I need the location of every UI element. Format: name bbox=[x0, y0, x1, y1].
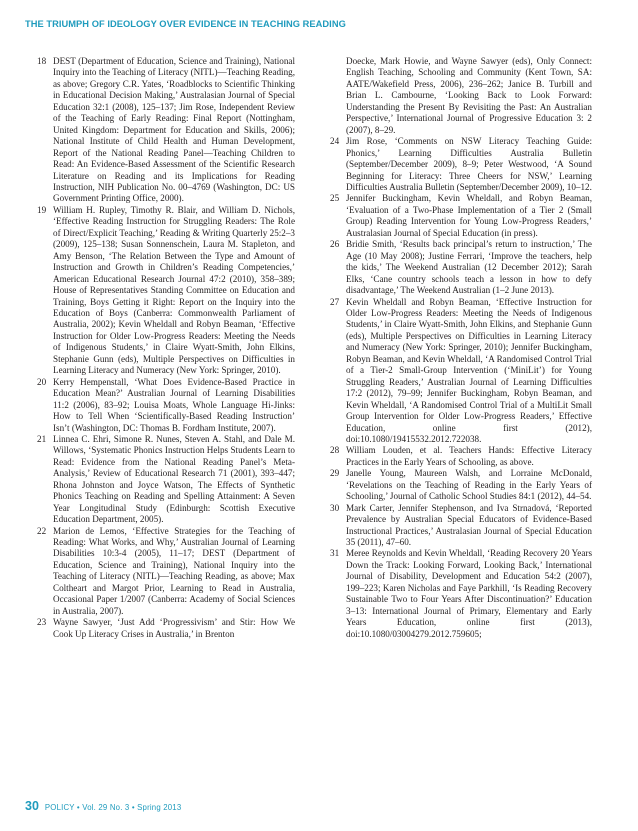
footnote-text: Jennifer Buckingham, Kevin Wheldall, and Robyn Beaman, ‘Evaluation of a Two-Phase Implementation of a Tier 2 (Small Group) Reading Intervention for Young Low-Progress Readers,’ Australasian Journal of Special Education (in press). bbox=[346, 193, 592, 238]
footnote-number: 25 bbox=[330, 193, 340, 204]
footnote-text: Doecke, Mark Howie, and Wayne Sawyer (eds), Only Connect: English Teaching, Schooling and Community (Kent Town, SA: AATE/Wakefield Press, 2006), 236–262; Janice B. Turbill and Brian L. Cambourne, ‘Looking Back to Look Forward: Understanding the Present By Revisiting the Past: An Australian Perspective,’ International Journal of Progressive Education 3: 2 (2007), 8–29. bbox=[346, 56, 592, 135]
footnote-23 bbox=[37, 617, 295, 640]
page-number: 30 bbox=[25, 799, 39, 813]
footnote-18 bbox=[37, 56, 295, 205]
footnote-30 bbox=[330, 503, 592, 549]
footnote-24 bbox=[330, 136, 592, 193]
footnote-text: Linnea C. Ehri, Simone R. Nunes, Steven A. Stahl, and Dale M. Willows, ‘Systematic Phonics Instruction Helps Students Learn to Read: Evidence from the National Reading Panel’s Meta-Analysis,’ Review of Educational Research 71 (2001), 393–447; Rhona Johnston and Joyce Watson, The Effects of Synthetic Phonics Teaching on Reading and Spelling Attainment: A Seven Year Longitudinal Study (Edinburgh: Scottish Executive Education Department, 2005). bbox=[53, 433, 295, 525]
footnote-26 bbox=[330, 239, 592, 296]
footnote-text: Kerry Hempenstall, ‘What Does Evidence-Based Practice in Education Mean?’ Australian Journal of Learning Disabilities 11:2 (2006), 83–92; Louisa Moats, Whole Language Hi-Jinks: How to Tell When ‘Scientifically-Based Reading Instruction’ Isn’t (Washington, DC: Thomas B. Fordham Institute, 2007). bbox=[53, 376, 295, 433]
footnote-number: 30 bbox=[330, 502, 340, 513]
footnote-21 bbox=[37, 434, 295, 526]
footnote-28 bbox=[330, 445, 592, 468]
footnote-19 bbox=[37, 205, 295, 377]
running-head-title: THE TRIUMPH OF IDEOLOGY OVER EVIDENCE IN TEACHING READING bbox=[25, 19, 346, 29]
footnote-number: 19 bbox=[37, 204, 47, 215]
footnote-number: 24 bbox=[330, 136, 340, 147]
footnote-text: Bridie Smith, ‘Results back principal’s return to instruction,’ The Age (10 May 2008); Justine Ferrari, ‘Improve the teachers, help the kids,’ The Weekend Australian (12 December 2012); Sarah Elks, ‘Cane country schools teach a lesson in how to defy disadvantage,’ The Weekend Australian (1–2 June 2013). bbox=[346, 239, 592, 296]
footnote-25 bbox=[330, 193, 592, 239]
footnote-27 bbox=[330, 297, 592, 446]
footnote-31 bbox=[330, 548, 592, 640]
footnote-text: Marion de Lemos, ‘Effective Strategies for the Teaching of Reading: What Works, and Why,’ Australian Journal of Learning Disabilities 10:3-4 (2005), 11–17; DEST (Department of Education, Science and Training), National Inquiry into the Teaching of Literacy (NITL)—Teaching Reading, as above; Max Coltheart and Margot Prior, Learning to Read in Australia, Occasional Paper 1/2007 (Canberra: Academy of Social Sciences in Australia, 2007). bbox=[53, 525, 295, 616]
footnotes-column-right bbox=[330, 56, 592, 640]
footnote-text: William H. Rupley, Timothy R. Blair, and William D. Nichols, ‘Effective Reading Instruction for Struggling Readers: The Role of Direct/Explicit Teaching,’ Reading & Writing Quarterly 25:2–3 (2009), 125–138; Susan Sonnenschein, Laura M. Stapleton, and Amy Benson, ‘The Relation Between the Type and Amount of Instruction and Growth in Children’s Reading Competencies,’ American Educational Research Journal 47:2 (2010), 358–389; House of Representatives Standing Committee on Education and Training, Boys Getting it Right: Report on the Inquiry into the Education of Boys (Canberra: Commonwealth Parliament of Australia, 2002); Kevin Wheldall and Robyn Beaman, ‘Effective Instruction for Older Low-Progress Readers: Meeting the Needs of Indigenous Students,’ in Claire Wyatt-Smith, John Elkins, Stephanie Gunn (eds), Multiple Perspectives on Difficulties in Learning Literacy and Numeracy (New York: Springer, 2010). bbox=[53, 204, 295, 376]
page-footer bbox=[25, 799, 181, 813]
footnote-number: 29 bbox=[330, 468, 340, 479]
journal-info: POLICY • Vol. 29 No. 3 • Spring 2013 bbox=[44, 803, 182, 812]
footnote-text: Kevin Wheldall and Robyn Beaman, ‘Effective Instruction for Older Low-Progress Readers: Meeting the Needs of Indigenous Students,’ in Claire Wyatt-Smith, John Elkins, and Stephanie Gunn (eds), Multiple Perspectives on Difficulties in Learning Literacy and Numeracy (New York: Springer, 2010); Jennifer Buckingham, Robyn Beaman, and Kevin Wheldall, ‘A Randomised Control Trial of a Tier-2 Small-Group Intervention (‘MiniLit’) for Young Struggling Readers,’ Australian Journal of Learning Difficulties 17:2 (2012), 79–99; Jennifer Buckingham, Robyn Beaman, and Kevin Wheldall, ‘A Randomised Control Trial of a MultiLit Small Group Intervention for Older Low-Progress Readers,’ Effective Education, online first (2012), doi:10.1080/19415532.2012.722038. bbox=[346, 296, 592, 444]
footnote-number: 31 bbox=[330, 548, 340, 559]
footnote-text: Wayne Sawyer, ‘Just Add ‘Progressivism’ and Stir: How We Cook Up Literacy Crises in Australia,’ in Brenton bbox=[53, 617, 295, 639]
footnote-number: 18 bbox=[37, 56, 47, 66]
footnote-text: DEST (Department of Education, Science and Training), National Inquiry into the Teaching of Literacy (NITL)—Teaching Reading, as above; Gregory C.R. Yates, ‘Roadblocks to Scientific Thinking in Educational Decision Making,’ Australasian Journal of Special Education 32:1 (2008), 125–137; Jim Rose, Independent Review of the Teaching of Early Reading: Final Report (Nottingham, United Kingdom: Department for Education and Skills, 2006); National Institute of Child Health and Human Development, Report of the National Reading Panel—Teaching Children to Read: An Evidence-Based Assessment of the Scientific Research Literature on Reading and its Implications for Reading Instruction, NIH Publication No. 00–4769 (Washington, DC: US Government Printing Office, 2000). bbox=[53, 56, 295, 204]
footnote-22 bbox=[37, 526, 295, 618]
footnote-text: Mark Carter, Jennifer Stephenson, and Iva Strnadová, ‘Reported Prevalence by Australian Special Educators of Evidence-Based Instructional Practices,’ Australasian Journal of Special Education 35 (2011), 47–60. bbox=[346, 502, 592, 548]
footnote-number: 23 bbox=[37, 617, 47, 628]
footnote-number: 21 bbox=[37, 433, 47, 444]
footnotes-column-left bbox=[37, 56, 295, 640]
footnote-number: 20 bbox=[37, 376, 47, 387]
footnote-text: Janelle Young, Maureen Walsh, and Lorraine McDonald, ‘Revelations on the Teaching of Reading in the Early Years of Schooling,’ Journal of Catholic School Studies 84:1 (2012), 44–54. bbox=[346, 468, 592, 502]
footnote-text: Jim Rose, ‘Comments on NSW Literacy Teaching Guide: Phonics,’ Learning Difficulties Australia Bulletin (September/December 2009), 8–9; Peter Westwood, ‘A Sound Beginning for Literacy: Three Cheers for NSW,’ Learning Difficulties Australia Bulletin (September/December 2009), 10–12. bbox=[346, 136, 592, 192]
footnote-text: William Louden, et al. Teachers Hands: Effective Literacy Practices in the Early Years of Schooling, as above. bbox=[346, 445, 592, 467]
footnote-number: 26 bbox=[330, 239, 340, 250]
footnote-number: 22 bbox=[37, 525, 47, 536]
footnote-text: Meree Reynolds and Kevin Wheldall, ‘Reading Recovery 20 Years Down the Track: Looking Forward, Looking Back,’ International Journal of Disability, Development and Education 54:2 (2007), 199–223; Karen Nicholas and Faye Parkhill, ‘Is Reading Recovery Sustainable Two to Four Years After Discontinuation?’ Education 3–13: International Journal of Primary, Elementary and Early Years Education, online first (2013), doi:10.1080/03004279.2012.759605; bbox=[346, 548, 592, 639]
footnote-number: 27 bbox=[330, 296, 340, 307]
footnote-20 bbox=[37, 377, 295, 434]
footnote-23-continued bbox=[330, 56, 592, 136]
footnote-number: 28 bbox=[330, 445, 340, 456]
footnote-29 bbox=[330, 468, 592, 502]
